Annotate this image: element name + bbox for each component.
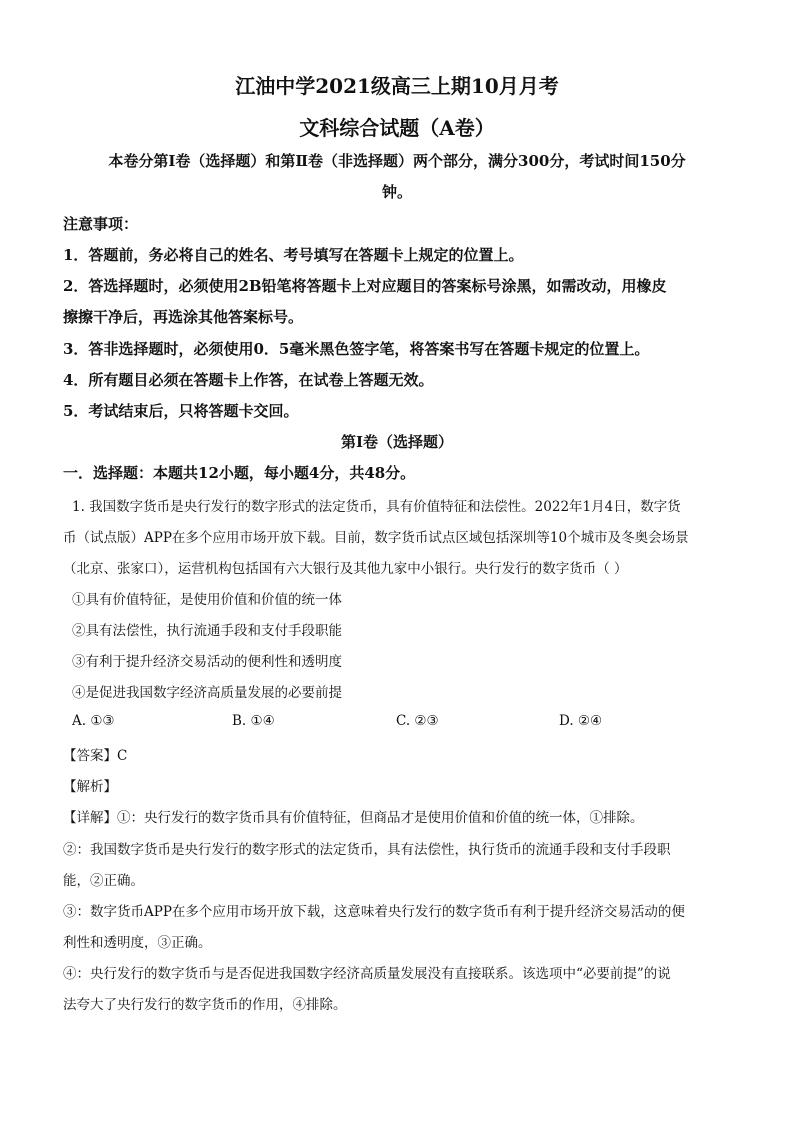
question-stem-line-1: 1. 我国数字货币是央行发行的数字形式的法定货币，具有价值特征和法偿性。2022年1月4日，数字货: [72, 499, 681, 515]
notice-heading: 注意事项：: [63, 215, 139, 233]
section-heading: 一．选择题：本题共12小题，每小题4分，共48分。: [63, 464, 416, 482]
notice-item-3: 3．答非选择题时，必须使用0．5毫米黑色签字笔，将答案书写在答题卡规定的位置上。: [63, 340, 650, 358]
notice-item-1: 1．答题前，务必将自己的姓名、考号填写在答题卡上规定的位置上。: [63, 246, 524, 264]
answer-line: 【答案】C: [63, 748, 128, 764]
option-a: A. ①③: [72, 713, 115, 729]
analysis-heading: 【解析】: [63, 779, 117, 795]
notice-item-2-line-1: 2．答选择题时，必须使用2B铅笔将答题卡上对应题目的答案标号涂黑，如需改动，用橡皮: [63, 277, 667, 295]
question-stem-line-2: 币（试点版）APP在多个应用市场开放下载。目前，数字货币试点区域包括深圳等10个城市及冬奥会场景: [63, 530, 689, 546]
statement-3: ③有利于提升经济交易活动的便利性和透明度: [72, 654, 342, 670]
intro-line-1: 本卷分第Ⅰ卷（选择题）和第Ⅱ卷（非选择题）两个部分，满分300分，考试时间150分: [108, 152, 686, 170]
detail-3-line-1: ③：数字货币APP在多个应用市场开放下载，这意味着央行发行的数字货币有利于提升经济交易活动的便: [63, 904, 685, 920]
part-title: 第Ⅰ卷（选择题）: [340, 433, 454, 451]
exam-subtitle: 文科综合试题（A卷）: [299, 116, 495, 140]
statement-2: ②具有法偿性，执行流通手段和支付手段职能: [72, 623, 342, 639]
detail-3-line-2: 利性和透明度，③正确。: [63, 935, 212, 951]
intro-line-2: 钟。: [381, 183, 412, 201]
detail-2-line-1: ②：我国数字货币是央行发行的数字形式的法定货币，具有法偿性，执行货币的流通手段和支付手段职: [63, 842, 671, 858]
exam-title: 江油中学2021级高三上期10月月考: [235, 74, 559, 98]
option-d: D. ②④: [559, 713, 603, 729]
detail-1: 【详解】①：央行发行的数字货币具有价值特征，但商品才是使用价值和价值的统一体，①排除。: [63, 810, 644, 826]
option-b: B. ①④: [232, 713, 275, 729]
notice-item-4: 4．所有题目必须在答题卡上作答，在试卷上答题无效。: [63, 371, 434, 389]
notice-item-2-line-2: 擦擦干净后，再选涂其他答案标号。: [63, 308, 304, 326]
detail-4-line-2: 法夸大了央行发行的数字货币的作用，④排除。: [63, 997, 347, 1013]
statement-4: ④是促进我国数字经济高质量发展的必要前提: [72, 685, 342, 701]
detail-4-line-1: ④：央行发行的数字货币与是否促进我国数字经济高质量发展没有直接联系。该选项中“必要前提”的说: [63, 966, 671, 982]
statement-1: ①具有价值特征，是使用价值和价值的统一体: [72, 592, 342, 608]
question-stem-line-3: （北京、张家口），运营机构包括国有六大银行及其他九家中小银行。央行发行的数字货币（ ）: [63, 561, 628, 577]
notice-item-5: 5．考试结束后，只将答题卡交回。: [63, 402, 299, 420]
option-c: C. ②③: [396, 713, 439, 729]
detail-2-line-2: 能，②正确。: [63, 873, 144, 889]
